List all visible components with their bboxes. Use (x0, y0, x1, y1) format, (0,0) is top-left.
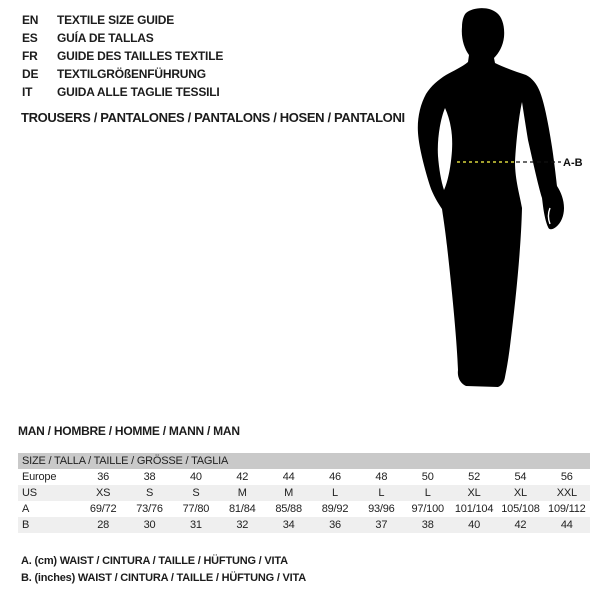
table-cell: 109/112 (548, 503, 586, 515)
language-row-en (22, 11, 223, 29)
table-cell: M (237, 487, 247, 499)
table-row-us (18, 485, 590, 501)
table-cell: 44 (560, 519, 573, 531)
size-table (18, 453, 590, 533)
table-cell: 42 (514, 519, 527, 531)
table-cell: 40 (468, 519, 480, 531)
table-cell: 46 (329, 471, 341, 483)
table-cell: L (424, 487, 431, 499)
table-cell: 30 (143, 519, 156, 531)
language-label: GUIDE DES TAILLES TEXTILE (57, 49, 224, 63)
table-cell: 37 (375, 519, 388, 531)
language-code: IT (22, 85, 33, 99)
row-label: Europe (22, 471, 57, 483)
language-row-fr (22, 47, 223, 65)
table-cell: 50 (421, 471, 434, 483)
table-cell: XL (467, 487, 481, 499)
table-cell: 69/72 (89, 503, 117, 515)
table-row-b-inches (18, 517, 590, 533)
table-cell: 32 (236, 519, 249, 531)
table-cell: 85/88 (275, 503, 302, 515)
table-cell: XS (96, 487, 111, 499)
table-cell: S (192, 487, 200, 499)
size-table-header: SIZE / TALLA / TAILLE / GRÖSSE / TAGLIA (18, 453, 590, 469)
language-label: TEXTILGRÖßENFÜHRUNG (57, 67, 206, 81)
table-cell: 89/92 (321, 503, 349, 515)
table-cell: 28 (97, 519, 110, 531)
table-cell: 36 (97, 471, 110, 483)
language-list (22, 11, 223, 101)
row-label: B (22, 519, 30, 531)
language-row-it (22, 83, 223, 101)
table-cell: 38 (421, 519, 434, 531)
table-cell: L (378, 487, 385, 499)
table-cell: 73/76 (136, 503, 163, 515)
table-cell: 38 (143, 471, 156, 483)
row-label: A (22, 503, 30, 515)
table-cell: 54 (514, 471, 527, 483)
table-cell: 36 (329, 519, 341, 531)
table-cell: 34 (282, 519, 295, 531)
table-cell: 81/84 (229, 503, 256, 515)
language-label: GUÍA DE TALLAS (57, 31, 154, 45)
table-cell: 42 (236, 471, 249, 483)
footnote-a: A. (cm) WAIST / CINTURA / TAILLE / HÜFTUNG / VITA (21, 555, 288, 567)
table-cell: XXL (556, 487, 577, 499)
language-code: ES (22, 31, 38, 45)
table-cell: 31 (189, 519, 202, 531)
language-label: GUIDA ALLE TAGLIE TESSILI (57, 85, 220, 99)
table-cell: 48 (375, 471, 388, 483)
table-cell: S (145, 487, 154, 499)
table-row-europe (18, 469, 590, 485)
language-code: FR (22, 49, 38, 63)
footnotes (21, 553, 306, 587)
language-code: DE (22, 67, 39, 81)
table-cell: 40 (189, 471, 202, 483)
man-silhouette-body (418, 8, 564, 387)
garment-title: TROUSERS / PANTALONES / PANTALONS / HOSEN / PANTALONI (21, 110, 405, 125)
language-row-de (22, 65, 223, 83)
table-cell: 93/96 (368, 503, 395, 515)
row-label: US (22, 487, 37, 499)
table-cell: 44 (282, 471, 295, 483)
table-cell: 97/100 (411, 503, 444, 515)
table-cell: XL (513, 487, 527, 499)
footnote-b: B. (inches) WAIST / CINTURA / TAILLE / HÜFTUNG / VITA (21, 572, 306, 584)
section-title-man: MAN / HOMBRE / HOMME / MANN / MAN (18, 424, 240, 438)
table-cell: L (332, 487, 338, 499)
table-cell: 52 (468, 471, 480, 483)
table-cell: 77/80 (182, 503, 210, 515)
table-cell: 105/108 (501, 503, 540, 515)
table-cell: 56 (560, 471, 573, 483)
man-silhouette (400, 0, 600, 400)
table-row-a-cm (18, 501, 590, 517)
table-cell: M (284, 487, 294, 499)
measure-label: A-B (563, 157, 583, 169)
man-silhouette-figure (400, 0, 600, 400)
language-code: EN (22, 13, 39, 27)
table-cell: 101/104 (454, 503, 494, 515)
language-row-es (22, 29, 223, 47)
language-label: TEXTILE SIZE GUIDE (57, 13, 175, 27)
